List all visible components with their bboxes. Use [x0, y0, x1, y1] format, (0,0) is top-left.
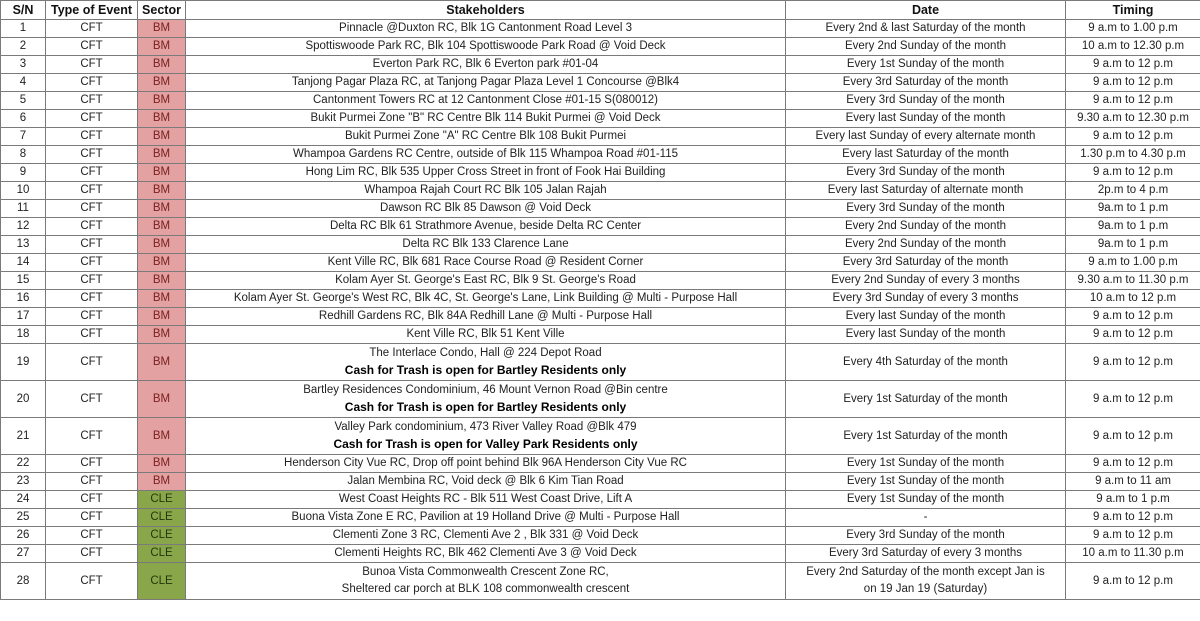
- table-row: [1, 200, 1200, 218]
- cell-sector: BM: [138, 344, 186, 381]
- cell-date: [786, 527, 1066, 545]
- table-body: [1, 20, 1200, 600]
- cell-sector: BM: [138, 290, 186, 308]
- table-row: [1, 272, 1200, 290]
- cell-sector: BM: [138, 326, 186, 344]
- stakeholder-note: Cash for Trash is open for Bartley Residents only: [344, 400, 627, 414]
- cell-type: CFT: [46, 92, 138, 110]
- cell-sn: 11: [1, 200, 46, 218]
- table-row: [1, 455, 1200, 473]
- cell-type: CFT: [46, 218, 138, 236]
- cell-sn: 27: [1, 545, 46, 563]
- stakeholder-name: Bartley Residences Condominium, 46 Mount Vernon Road @Bin centre: [303, 384, 668, 396]
- cell-date: [786, 308, 1066, 326]
- stakeholder-name: Buona Vista Zone E RC, Pavilion at 19 Holland Drive @ Multi - Purpose Hall: [291, 511, 680, 523]
- cell-timing: 10 a.m to 12 p.m: [1066, 290, 1200, 308]
- cell-timing: 10 a.m to 11.30 p.m: [1066, 545, 1200, 563]
- cell-stakeholder: [186, 92, 786, 110]
- date-text: Every 3rd Sunday of the month: [846, 529, 1005, 541]
- date-text: -: [923, 511, 928, 523]
- cell-sn: 20: [1, 381, 46, 418]
- stakeholder-name: Tanjong Pagar Plaza RC, at Tanjong Pagar Plaza Level 1 Concourse @Blk4: [291, 76, 680, 88]
- header-timing: Timing: [1066, 1, 1200, 20]
- cell-date: [786, 182, 1066, 200]
- stakeholder-name: Clementi Heights RC, Blk 462 Clementi Ave 3 @ Void Deck: [334, 547, 637, 559]
- cell-sector: BM: [138, 164, 186, 182]
- cell-sector: BM: [138, 128, 186, 146]
- cell-sn: 14: [1, 254, 46, 272]
- cell-stakeholder: [186, 545, 786, 563]
- cell-timing: 9 a.m to 12 p.m: [1066, 326, 1200, 344]
- cell-stakeholder: [186, 473, 786, 491]
- stakeholder-name: Pinnacle @Duxton RC, Blk 1G Cantonment Road Level 3: [339, 22, 632, 34]
- cell-date: [786, 473, 1066, 491]
- cell-sn: 17: [1, 308, 46, 326]
- cell-sector: CLE: [138, 491, 186, 509]
- cell-date: [786, 455, 1066, 473]
- table-row: [1, 308, 1200, 326]
- stakeholder-detail: Sheltered car porch at BLK 108 commonwealth crescent: [341, 583, 630, 595]
- cell-type: CFT: [46, 236, 138, 254]
- cell-date: [786, 110, 1066, 128]
- stakeholder-name: Hong Lim RC, Blk 535 Upper Cross Street in front of Fook Hai Building: [305, 166, 666, 178]
- cell-type: CFT: [46, 74, 138, 92]
- date-text: Every 3rd Sunday of the month: [846, 202, 1005, 214]
- cell-date: [786, 509, 1066, 527]
- stakeholder-name: Jalan Membina RC, Void deck @ Blk 6 Kim Tian Road: [347, 475, 624, 487]
- cell-date: [786, 326, 1066, 344]
- stakeholder-name: West Coast Heights RC - Blk 511 West Coast Drive, Lift A: [338, 493, 633, 505]
- cell-sector: CLE: [138, 563, 186, 600]
- cell-type: CFT: [46, 473, 138, 491]
- stakeholder-name: Redhill Gardens RC, Blk 84A Redhill Lane @ Multi - Purpose Hall: [318, 310, 653, 322]
- cell-timing: 9 a.m to 12 p.m: [1066, 56, 1200, 74]
- cell-type: CFT: [46, 290, 138, 308]
- cell-stakeholder: [186, 527, 786, 545]
- cell-type: CFT: [46, 164, 138, 182]
- stakeholder-name: Delta RC Blk 61 Strathmore Avenue, beside Delta RC Center: [329, 220, 642, 232]
- cell-stakeholder: [186, 272, 786, 290]
- stakeholder-name: Kent Ville RC, Blk 681 Race Course Road @ Resident Corner: [327, 256, 644, 268]
- cell-type: CFT: [46, 182, 138, 200]
- stakeholder-name: Bukit Purmei Zone "A" RC Centre Blk 108 Bukit Purmei: [344, 130, 627, 142]
- cell-sector: BM: [138, 92, 186, 110]
- cell-timing: 1.30 p.m to 4.30 p.m: [1066, 146, 1200, 164]
- cell-date: [786, 545, 1066, 563]
- cell-stakeholder: [186, 164, 786, 182]
- cell-date: [786, 56, 1066, 74]
- cell-stakeholder: [186, 455, 786, 473]
- date-text: Every 1st Sunday of the month: [846, 58, 1005, 70]
- cell-sn: 19: [1, 344, 46, 381]
- cell-sn: 10: [1, 182, 46, 200]
- cell-stakeholder: [186, 128, 786, 146]
- date-text: Every 3rd Saturday of the month: [842, 76, 1009, 88]
- stakeholder-name: Clementi Zone 3 RC, Clementi Ave 2 , Blk 331 @ Void Deck: [332, 529, 639, 541]
- cell-timing: 9 a.m to 12 p.m: [1066, 74, 1200, 92]
- cell-sn: 24: [1, 491, 46, 509]
- cell-timing: 9a.m to 1 p.m: [1066, 200, 1200, 218]
- cell-timing: 9 a.m to 12 p.m: [1066, 418, 1200, 455]
- cell-type: CFT: [46, 381, 138, 418]
- cell-date: [786, 200, 1066, 218]
- cell-type: CFT: [46, 418, 138, 455]
- cell-timing: 9a.m to 1 p.m: [1066, 236, 1200, 254]
- date-text: Every 3rd Saturday of the month: [842, 256, 1009, 268]
- stakeholder-name: Everton Park RC, Blk 6 Everton park #01-04: [372, 58, 599, 70]
- cell-stakeholder: [186, 38, 786, 56]
- table-row: [1, 545, 1200, 563]
- cell-timing: 9 a.m to 1 p.m: [1066, 491, 1200, 509]
- cell-timing: 9 a.m to 1.00 p.m: [1066, 20, 1200, 38]
- cell-sn: 25: [1, 509, 46, 527]
- cell-sector: BM: [138, 182, 186, 200]
- date-text: Every 2nd Sunday of the month: [844, 220, 1007, 232]
- header-sn: S/N: [1, 1, 46, 20]
- date-text: Every last Saturday of the month: [842, 148, 1009, 160]
- cell-stakeholder: [186, 326, 786, 344]
- cell-stakeholder: [186, 381, 786, 418]
- cell-sector: BM: [138, 455, 186, 473]
- date-text: Every 1st Saturday of the month: [843, 392, 1008, 405]
- header-date: Date: [786, 1, 1066, 20]
- date-text: Every 4th Saturday of the month: [843, 355, 1008, 368]
- table-row: [1, 254, 1200, 272]
- cell-type: CFT: [46, 56, 138, 74]
- cell-date: [786, 418, 1066, 455]
- cell-sector: BM: [138, 218, 186, 236]
- date-text: Every 2nd Sunday of the month: [844, 40, 1007, 52]
- cell-stakeholder: [186, 218, 786, 236]
- cell-type: CFT: [46, 146, 138, 164]
- cell-date: [786, 164, 1066, 182]
- cell-timing: 9.30 a.m to 11.30 p.m: [1066, 272, 1200, 290]
- table-row: [1, 218, 1200, 236]
- header-row: [1, 1, 1200, 20]
- cell-sn: 18: [1, 326, 46, 344]
- cell-timing: 9 a.m to 12 p.m: [1066, 381, 1200, 418]
- cell-type: CFT: [46, 20, 138, 38]
- cell-sector: BM: [138, 272, 186, 290]
- cell-timing: 9 a.m to 12 p.m: [1066, 509, 1200, 527]
- table-row: [1, 236, 1200, 254]
- table-row: [1, 418, 1200, 455]
- cell-sn: 13: [1, 236, 46, 254]
- date-text: Every last Sunday of the month: [845, 328, 1006, 340]
- cell-type: CFT: [46, 38, 138, 56]
- table-row: [1, 381, 1200, 418]
- date-text: Every 2nd & last Saturday of the month: [825, 22, 1026, 34]
- table-row: [1, 128, 1200, 146]
- cell-sector: BM: [138, 381, 186, 418]
- stakeholder-name: Dawson RC Blk 85 Dawson @ Void Deck: [379, 202, 592, 214]
- cell-date: [786, 38, 1066, 56]
- table-row: [1, 164, 1200, 182]
- cell-timing: 9 a.m to 12 p.m: [1066, 455, 1200, 473]
- cell-sector: BM: [138, 74, 186, 92]
- cell-date: [786, 218, 1066, 236]
- cell-type: CFT: [46, 563, 138, 600]
- cell-sector: BM: [138, 20, 186, 38]
- cell-type: CFT: [46, 455, 138, 473]
- cell-type: CFT: [46, 326, 138, 344]
- cell-sector: BM: [138, 110, 186, 128]
- cell-sector: BM: [138, 200, 186, 218]
- stakeholder-name: Bunoa Vista Commonwealth Crescent Zone RC,: [362, 566, 609, 578]
- cell-sn: 26: [1, 527, 46, 545]
- cell-stakeholder: [186, 491, 786, 509]
- cell-timing: 9a.m to 1 p.m: [1066, 218, 1200, 236]
- cell-stakeholder: [186, 200, 786, 218]
- cell-sector: BM: [138, 254, 186, 272]
- stakeholder-name: Kent Ville RC, Blk 51 Kent Ville: [406, 328, 565, 340]
- stakeholder-note: Cash for Trash is open for Bartley Residents only: [344, 363, 627, 377]
- cell-sector: CLE: [138, 527, 186, 545]
- table-row: [1, 110, 1200, 128]
- cell-sn: 2: [1, 38, 46, 56]
- cell-type: CFT: [46, 200, 138, 218]
- table-row: [1, 326, 1200, 344]
- date-text: Every 2nd Sunday of the month: [844, 238, 1007, 250]
- cell-sn: 16: [1, 290, 46, 308]
- date-text: Every 1st Saturday of the month: [843, 429, 1008, 442]
- cell-type: CFT: [46, 491, 138, 509]
- cell-sector: BM: [138, 418, 186, 455]
- cell-timing: 9 a.m to 12 p.m: [1066, 308, 1200, 326]
- cell-type: CFT: [46, 110, 138, 128]
- date-text: Every last Sunday of the month: [845, 310, 1006, 322]
- cell-sn: 28: [1, 563, 46, 600]
- table-row: [1, 20, 1200, 38]
- cell-sn: 15: [1, 272, 46, 290]
- table-row: [1, 146, 1200, 164]
- stakeholder-name: Valley Park condominium, 473 River Valley Road @Blk 479: [334, 421, 637, 433]
- cell-timing: 9 a.m to 12 p.m: [1066, 563, 1200, 600]
- cell-date: [786, 20, 1066, 38]
- date-text: Every last Saturday of alternate month: [827, 184, 1024, 196]
- cell-sn: 22: [1, 455, 46, 473]
- stakeholder-name: Spottiswoode Park RC, Blk 104 Spottiswoode Park Road @ Void Deck: [305, 40, 666, 52]
- table-row: [1, 92, 1200, 110]
- cell-type: CFT: [46, 272, 138, 290]
- cell-stakeholder: [186, 20, 786, 38]
- cell-stakeholder: [186, 563, 786, 600]
- cell-type: CFT: [46, 308, 138, 326]
- cell-sn: 21: [1, 418, 46, 455]
- table-row: [1, 344, 1200, 381]
- stakeholder-name: Kolam Ayer St. George's West RC, Blk 4C, St. George's Lane, Link Building @ Multi - Purpose Hall: [233, 292, 738, 304]
- cell-sn: 12: [1, 218, 46, 236]
- cell-date: [786, 236, 1066, 254]
- cell-stakeholder: [186, 110, 786, 128]
- table-row: [1, 509, 1200, 527]
- stakeholder-name: Whampoa Gardens RC Centre, outside of Blk 115 Whampoa Road #01-115: [292, 148, 679, 160]
- cell-sector: BM: [138, 56, 186, 74]
- cell-date: [786, 146, 1066, 164]
- table-row: [1, 527, 1200, 545]
- date-text: Every 1st Sunday of the month: [846, 493, 1005, 505]
- cell-sector: BM: [138, 146, 186, 164]
- date-text: Every 3rd Sunday of every 3 months: [832, 292, 1019, 304]
- cell-timing: 9 a.m to 12 p.m: [1066, 344, 1200, 381]
- cell-date: [786, 74, 1066, 92]
- stakeholder-note: Cash for Trash is open for Valley Park Residents only: [333, 437, 638, 451]
- cell-timing: 9 a.m to 11 am: [1066, 473, 1200, 491]
- cell-date: [786, 290, 1066, 308]
- cell-stakeholder: [186, 290, 786, 308]
- cell-stakeholder: [186, 509, 786, 527]
- cell-sn: 23: [1, 473, 46, 491]
- cell-sn: 4: [1, 74, 46, 92]
- cell-stakeholder: [186, 56, 786, 74]
- cell-timing: 9 a.m to 1.00 p.m: [1066, 254, 1200, 272]
- cell-date: [786, 344, 1066, 381]
- date-text: Every 3rd Sunday of the month: [846, 166, 1005, 178]
- cell-type: CFT: [46, 344, 138, 381]
- cell-timing: 9 a.m to 12 p.m: [1066, 164, 1200, 182]
- header-sector: Sector: [138, 1, 186, 20]
- cell-stakeholder: [186, 418, 786, 455]
- stakeholder-name: Henderson City Vue RC, Drop off point behind Blk 96A Henderson City Vue RC: [284, 457, 687, 469]
- date-text: Every last Sunday of every alternate month: [815, 130, 1036, 142]
- cell-stakeholder: [186, 74, 786, 92]
- stakeholder-name: Whampoa Rajah Court RC Blk 105 Jalan Rajah: [364, 184, 607, 196]
- cell-sector: BM: [138, 38, 186, 56]
- cell-date: [786, 563, 1066, 600]
- table-row: [1, 290, 1200, 308]
- cell-sector: BM: [138, 236, 186, 254]
- table-row: [1, 473, 1200, 491]
- cell-sn: 7: [1, 128, 46, 146]
- cell-stakeholder: [186, 182, 786, 200]
- stakeholder-name: Delta RC Blk 133 Clarence Lane: [402, 238, 569, 250]
- cell-sn: 8: [1, 146, 46, 164]
- cell-type: CFT: [46, 128, 138, 146]
- cell-type: CFT: [46, 527, 138, 545]
- cell-stakeholder: [186, 236, 786, 254]
- cell-type: CFT: [46, 254, 138, 272]
- cell-timing: 2p.m to 4 p.m: [1066, 182, 1200, 200]
- table-row: [1, 74, 1200, 92]
- cell-date: [786, 491, 1066, 509]
- header-type-of-event: Type of Event: [46, 1, 138, 20]
- table-row: [1, 56, 1200, 74]
- stakeholder-name: Kolam Ayer St. George's East RC, Blk 9 St. George's Road: [335, 274, 636, 286]
- date-text: Every 3rd Saturday of every 3 months: [828, 547, 1023, 559]
- cell-timing: 9 a.m to 12 p.m: [1066, 92, 1200, 110]
- cell-date: [786, 92, 1066, 110]
- date-text-continued: on 19 Jan 19 (Saturday): [863, 583, 988, 595]
- cell-date: [786, 381, 1066, 418]
- cell-sector: CLE: [138, 509, 186, 527]
- cell-sn: 1: [1, 20, 46, 38]
- cell-stakeholder: [186, 146, 786, 164]
- cell-sector: CLE: [138, 545, 186, 563]
- date-text: Every 3rd Sunday of the month: [846, 94, 1005, 106]
- cell-date: [786, 128, 1066, 146]
- cell-date: [786, 254, 1066, 272]
- header-stakeholders: Stakeholders: [186, 1, 786, 20]
- cell-stakeholder: [186, 308, 786, 326]
- cell-sn: 3: [1, 56, 46, 74]
- stakeholder-name: The Interlace Condo, Hall @ 224 Depot Road: [369, 347, 602, 359]
- cell-sector: BM: [138, 473, 186, 491]
- cell-sector: BM: [138, 308, 186, 326]
- cell-type: CFT: [46, 509, 138, 527]
- stakeholder-name: Cantonment Towers RC at 12 Cantonment Close #01-15 S(080012): [313, 94, 658, 106]
- cell-sn: 6: [1, 110, 46, 128]
- table-row: [1, 563, 1200, 600]
- cell-stakeholder: [186, 344, 786, 381]
- cell-timing: 10 a.m to 12.30 p.m: [1066, 38, 1200, 56]
- stakeholder-name: Bukit Purmei Zone "B" RC Centre Blk 114 Bukit Purmei @ Void Deck: [310, 112, 661, 124]
- cell-timing: 9.30 a.m to 12.30 p.m: [1066, 110, 1200, 128]
- date-text: Every 2nd Sunday of every 3 months: [831, 274, 1020, 286]
- date-text: Every 1st Sunday of the month: [846, 475, 1005, 487]
- date-text: Every 2nd Saturday of the month except Jan is: [806, 566, 1045, 578]
- table-row: [1, 491, 1200, 509]
- date-text: Every last Sunday of the month: [845, 112, 1006, 124]
- table-row: [1, 182, 1200, 200]
- cell-stakeholder: [186, 254, 786, 272]
- cell-timing: 9 a.m to 12 p.m: [1066, 527, 1200, 545]
- cell-type: CFT: [46, 545, 138, 563]
- table-row: [1, 38, 1200, 56]
- cell-sn: 5: [1, 92, 46, 110]
- date-text: Every 1st Sunday of the month: [846, 457, 1005, 469]
- cell-sn: 9: [1, 164, 46, 182]
- cell-date: [786, 272, 1066, 290]
- cell-timing: 9 a.m to 12 p.m: [1066, 128, 1200, 146]
